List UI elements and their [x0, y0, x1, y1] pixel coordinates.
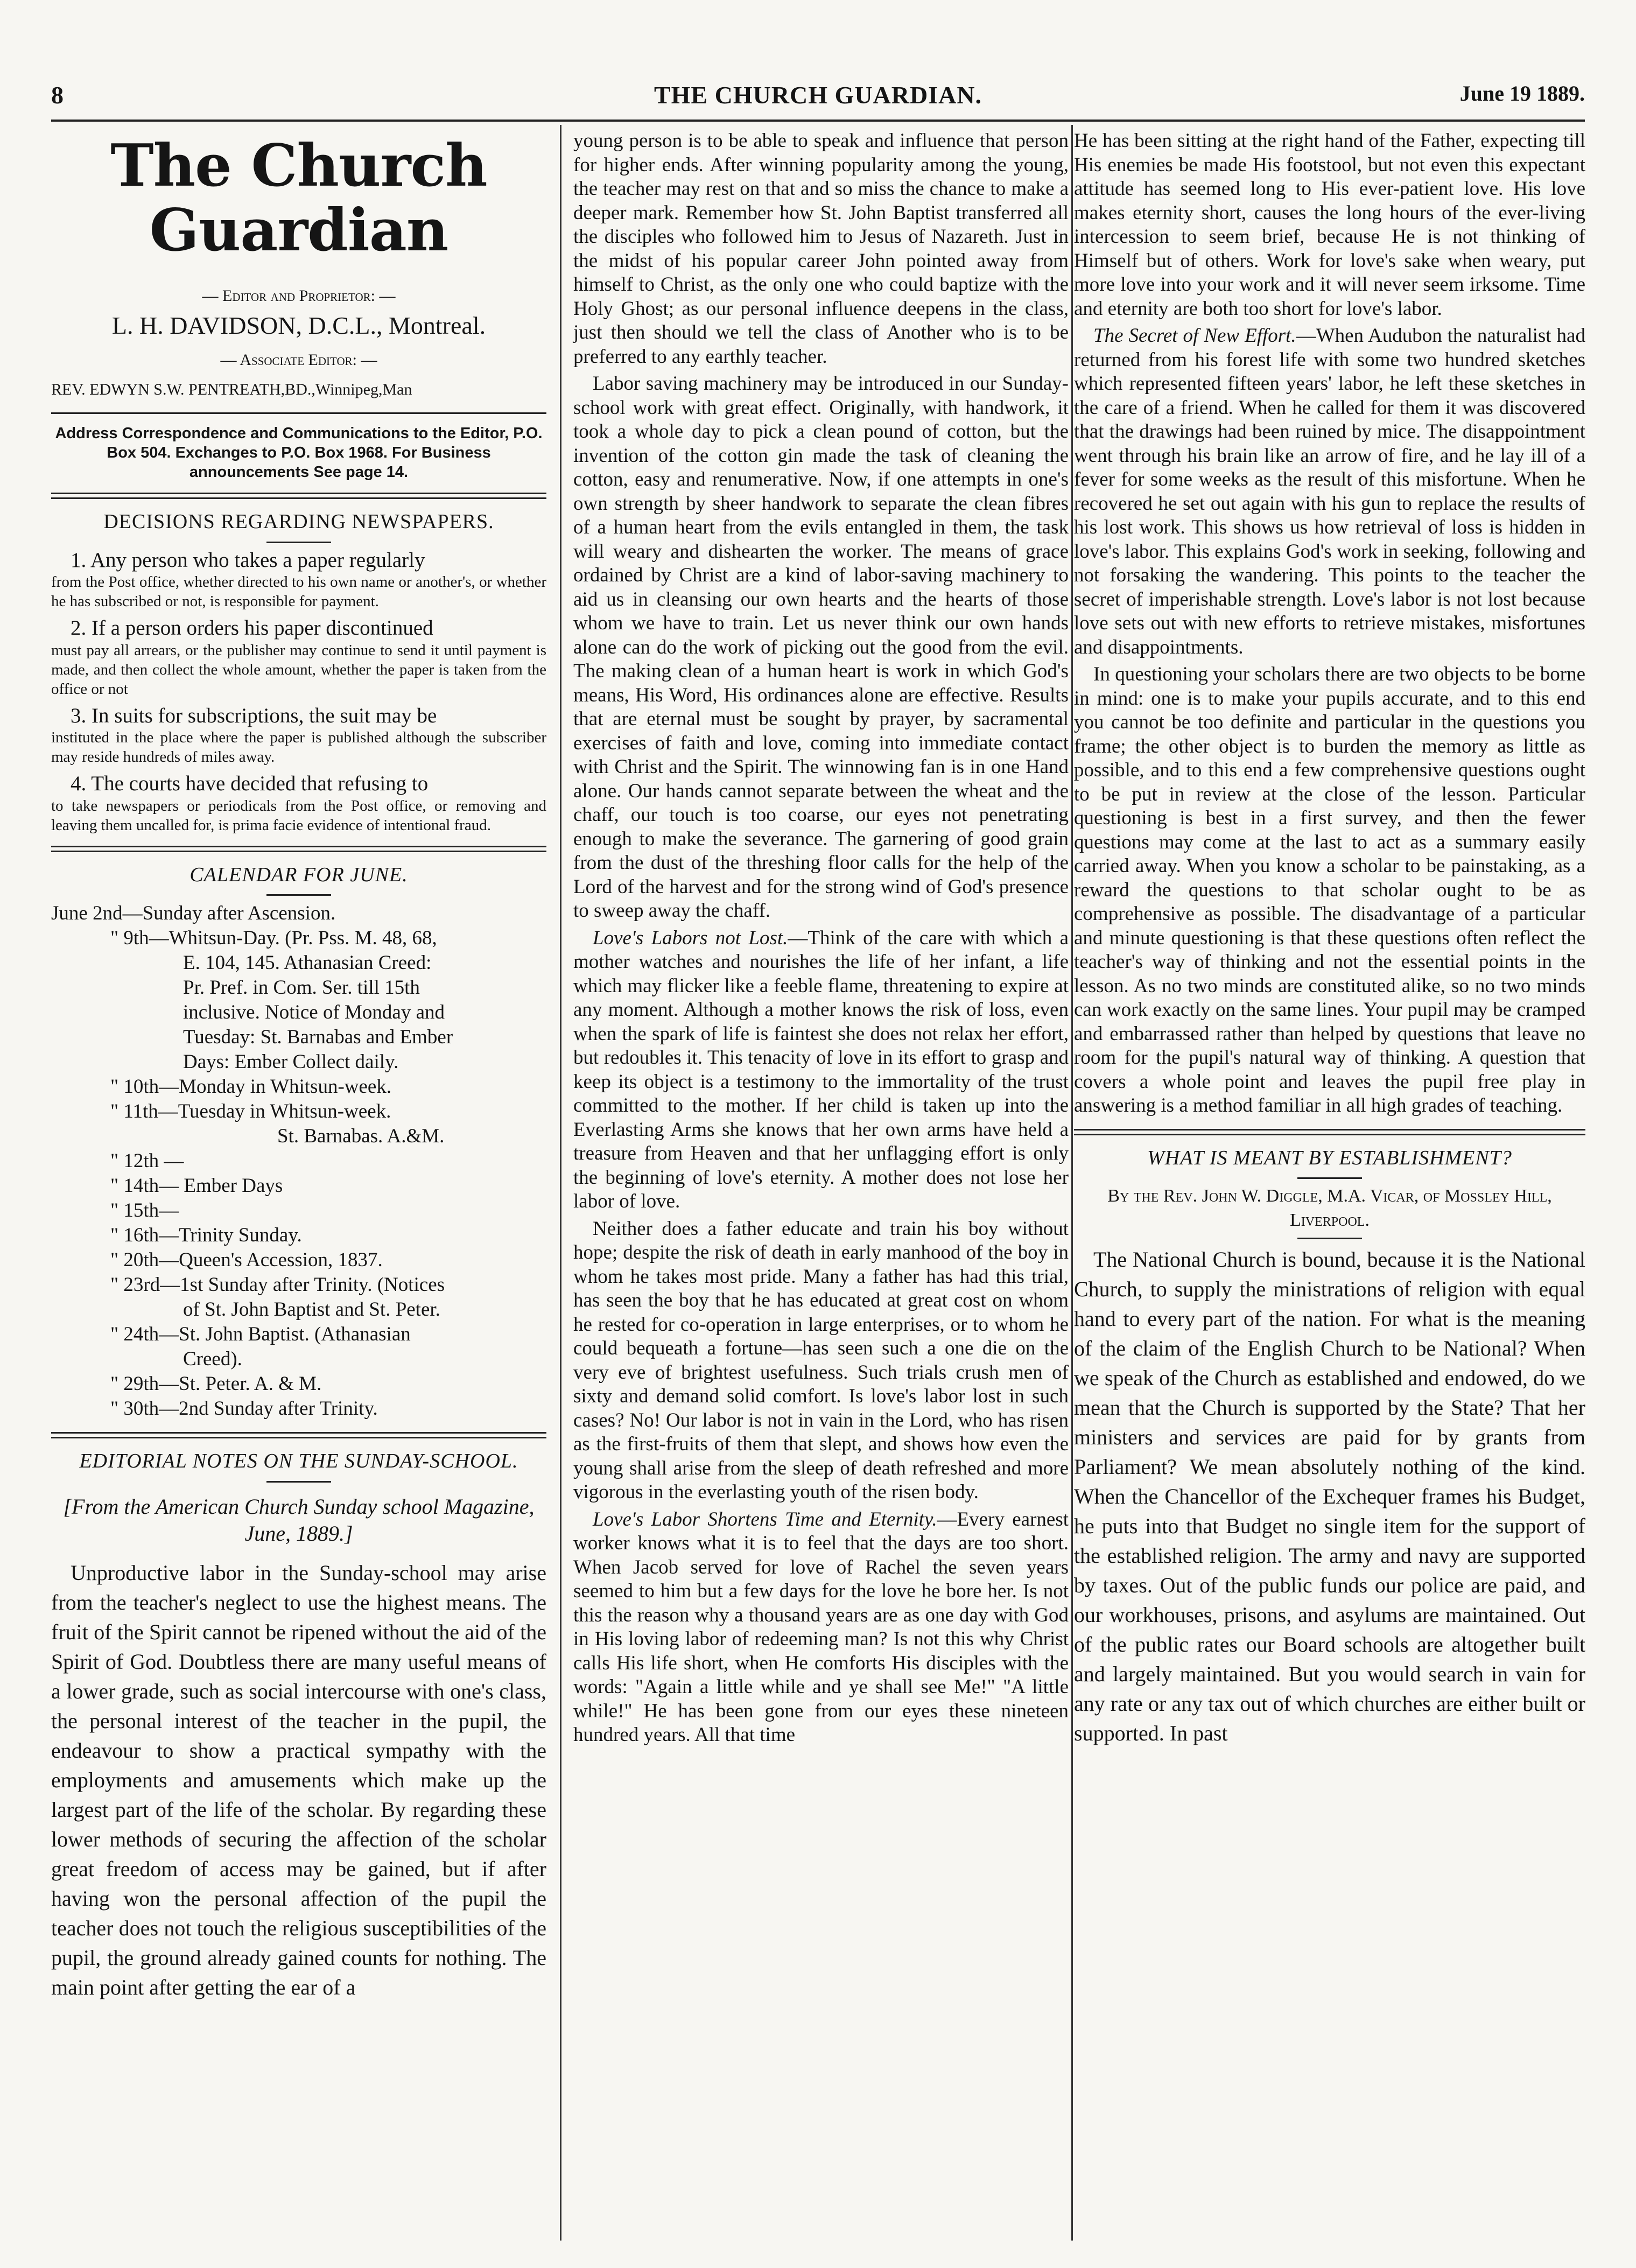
decision-text: from the Post office, whether directed to his own name or another's, or whether he has subscribed or not, is responsible for payment. — [51, 573, 546, 610]
divider — [51, 412, 546, 414]
paragraph-text: —Every earnest worker knows what it is to feel that the days are too short. When Jacob served for love of Rachel the seven years seemed to him but a few days for the love he bore her. Is not this the reason why a thousand years are as one day with God in His loving labor of redeeming man? Is not this why Christ calls His life short, when He comforts His disciples with the words: "Again a little while and ye shall see Me!" "A little while!" He has been gone from our eyes these nineteen hundred years. All that time — [573, 1508, 1069, 1746]
calendar-entry: of St. John Baptist and St. Peter. — [183, 1298, 440, 1321]
paragraph-title: Love's Labors not Lost. — [593, 926, 788, 949]
article-paragraph — [573, 926, 1069, 1214]
calendar-entry: " 23rd—1st Sunday after Trinity. (Notices — [110, 1274, 445, 1296]
calendar-entry: Creed). — [183, 1348, 242, 1370]
divider — [51, 493, 546, 499]
decision-lead: 1. Any person who takes a paper regularly — [71, 548, 425, 572]
header-rule — [51, 120, 1585, 122]
calendar-entry: E. 104, 145. Athanasian Creed: — [183, 952, 432, 974]
decision-text: must pay all arrears, or the publisher may continue to send it until payment is made, and then collect the whole amount, whether the paper is taken from the office or not — [51, 641, 546, 698]
article-paragraph: young person is to be able to speak and influence that person for higher ends. After winning popularity among the young, the teacher may rest on that and so miss the chance to make a deeper mark. Remember how St. John Baptist transferred all the disciples who followed him to Jesus of Nazareth. Just in the midst of his popular career John pointed away from himself to Christ, as the only one who could baptize with the Holy Ghost; as our personal influence deepens in the class, just then should we tell the class of Another who is to be preferred to any earthly teacher. — [573, 130, 1069, 368]
calendar-entry: " 15th— — [110, 1199, 179, 1221]
column-divider — [1071, 125, 1073, 2241]
running-head — [51, 81, 1585, 118]
decision-lead: 3. In suits for subscriptions, the suit may be — [71, 704, 437, 727]
decisions-heading: DECISIONS REGARDING NEWSPAPERS. — [103, 510, 494, 533]
calendar-entry: Tuesday: St. Barnabas and Ember — [183, 1026, 453, 1048]
calendar-heading: CALENDAR FOR JUNE. — [189, 863, 408, 886]
article-paragraph — [573, 1508, 1069, 1747]
divider — [266, 894, 331, 896]
article-byline: By the Rev. John W. Diggle, M.A. Vicar, of Mossley Hill, Liverpool. — [1107, 1186, 1552, 1230]
decision-item — [51, 704, 546, 767]
divider — [266, 542, 331, 543]
calendar-entry: " 11th—Tuesday in Whitsun-week. — [110, 1100, 391, 1122]
associate-label: — Associate Editor: — — [220, 351, 377, 369]
divider — [1074, 1129, 1585, 1135]
calendar-entry: Days: Ember Collect daily. — [183, 1051, 399, 1073]
divider — [1297, 1177, 1362, 1179]
address-notice: Address Correspondence and Communications to the Editor, P.O. Box 504. Exchanges to P.O. Box 1968. For Business announcements See page 14. — [55, 425, 543, 481]
associate-name: REV. EDWYN S.W. PENTREATH,BD.,Winnipeg,Man — [51, 380, 412, 398]
editorial-paragraph: Unproductive labor in the Sunday-school may arise from the teacher's neglect to use the highest means. The fruit of the Spirit cannot be ripened without the aid of the Spirit of God. Doubtless there are many useful means of a lower grade, such as social intercourse with one's class, the personal interest of the teacher in the pupil, the endeavour to show a practical sympathy with the employments and amusements which make up the largest part of the life of the scholar. By regarding these lower methods of securing the affection of the scholar great freedom of access may be gained, but if after having won the personal affection of the pupil the teacher does not touch the religious susceptibilities of the pupil, the ground already gained counts for nothing. The main point after getting the ear of a — [51, 1560, 546, 1999]
column-1 — [51, 129, 546, 2005]
page-number: 8 — [51, 81, 64, 109]
issue-date: June 19 1889. — [1459, 81, 1585, 106]
calendar-entry: " 29th—St. Peter. A. & M. — [110, 1373, 322, 1395]
paragraph-title: The Secret of New Effort. — [1093, 325, 1296, 347]
calendar-entry: inclusive. Notice of Monday and — [183, 1001, 445, 1023]
establishment-heading: WHAT IS MEANT BY ESTABLISHMENT? — [1147, 1146, 1512, 1169]
masthead-title: The Church Guardian — [110, 132, 487, 264]
editorial-source: [From the American Church Sunday school Magazine, June, 1889.] — [63, 1494, 535, 1546]
decision-lead: 4. The courts have decided that refusing to — [71, 772, 429, 795]
divider — [51, 846, 546, 852]
calendar-entry: Pr. Pref. in Com. Ser. till 15th — [183, 977, 420, 999]
article-paragraph: Neither does a father educate and train his boy without hope; despite the risk of death in early manhood of the boy in whom he takes most pride. Many a father has had this trial, has seen the boy that he has educated at great cost on whom he rested for co-operation in large enterprises, or to whom he could bequeath a fortune—has seen such a one die on the very eve of brightest usefulness. Such trials crush men of sixty and demand solid comfort. Is love's labor lost in such cases? No! Our labor is not in vain in the Lord, who has risen as the first-fruits of them that slept, and shows how even the young shall arise from the sleep of death refreshed and more vigorous in the everlasting youth of the risen body. — [573, 1217, 1069, 1503]
calendar-entry: " 12th — — [110, 1150, 184, 1172]
decision-item — [51, 616, 546, 699]
article-paragraph — [1074, 324, 1585, 659]
calendar-entry: June 2nd—Sunday after Ascension. — [51, 902, 336, 924]
calendar-entry: " 24th—St. John Baptist. (Athanasian — [110, 1323, 411, 1345]
decision-lead: 2. If a person orders his paper discontinued — [71, 616, 433, 640]
paragraph-title: Love's Labor Shortens Time and Eternity. — [593, 1508, 937, 1530]
column-3 — [1074, 129, 1585, 1751]
calendar-list — [51, 901, 546, 1421]
decision-item — [51, 772, 546, 835]
column-2 — [573, 129, 1069, 1751]
paragraph-text: —Think of the care with which a mother watches and nourishes the life of her infant, a life which may flicker like a feeble flame, threatening to expire at any moment. Although a mother knows the risk of loss, even when the spark of life is faintest she does not relax her effort, but redoubles it. This tenacity of love in its effort to grasp and keep its object is a testimony to the immortality of the trust committed to the mother. If her child is taken up into the Everlasting Arms she knows that her own arms have held a treasure from Heaven and that her unflagging effort is only the beginning of love's eternity. A mother does not lose her labor of love. — [573, 926, 1069, 1212]
article-paragraph: He has been sitting at the right hand of the Father, expecting till His enemies be made His footstool, but not even this expectant attitude has seemed long to His ever-patient love. His love makes eternity short, causes the long hours of the ever-living intercession to seem brief, because He is not thinking of Himself but of others. Work for love's sake when weary, put more love into your work and it will never seem irksome. Time and eternity are both too short for love's labor. — [1074, 130, 1585, 320]
calendar-entry: " 10th—Monday in Whitsun-week. — [110, 1076, 392, 1098]
decision-text: to take newspapers or periodicals from the Post office, or removing and leaving them uncalled for, is prima facie evidence of intentional fraud. — [51, 797, 546, 834]
article-paragraph: Labor saving machinery may be introduced in our Sunday-school work with great effect. Originally, with handwork, it took a whole day to pick a clean pound of cotton, but the invention of the cotton gin made the task of cleaning the cotton, easy and renumerative. Now, if one attempts in one's own strength by sheer handwork to separate the clean fibres of a human heart from the evils entangled in them, the task will weary and dishearten the worker. The means of grace ordained by Christ are a kind of labor-saving machinery to aid us in cleansing our own hearts and the hearts of those whom we have to train. Let us never think our own hands alone can do the work of picking out the good from the evil. The making clean of a human heart is work in which God's means, His Word, His ordinances alone are effective. Results that are eternal must be sought by prayer, by sacramental exercises of faith and love, coming into immediate contact with Christ and the Spirit. The winnowing fan is in one Hand alone. Our hands cannot separate between the wheat and the chaff, our touch is too coarse, our eyes not penetrating enough to make the severance. The garnering of good grain from the dust of the threshing floor calls for the help of the Lord of the harvest and for the strong wind of God's presence to sweep away the chaff. — [573, 373, 1069, 922]
divider — [51, 1432, 546, 1438]
calendar-entry: St. Barnabas. A.&M. — [277, 1125, 445, 1147]
calendar-entry: " 30th—2nd Sunday after Trinity. — [110, 1398, 378, 1420]
newspaper-title: THE CHURCH GUARDIAN. — [654, 81, 982, 109]
article-paragraph: The National Church is bound, because it is the National Church, to supply the ministrations of religion with equal hand to every part of the nation. For what is the meaning of the claim of the English Church to be National? When we speak of the Church as established and endowed, do we mean that the Church is supported by the State? That her ministers and services are paid for by grants from Parliament? We mean absolutely nothing of the kind. When the Chancellor of the Exchequer frames his Budget, he puts into that Budget no single item for the support of the established religion. The army and navy are supported by taxes. Out of the public funds our police are paid, and our workhouses, prisons, and asylums are maintained. Out of the public rates our Board schools are altogether built and largely maintained. But you would search in vain for any rate or any tax out of which churches are either built or supported. In past — [1074, 1247, 1585, 1745]
divider — [1297, 1238, 1362, 1239]
calendar-entry: " 14th— Ember Days — [110, 1175, 283, 1197]
paragraph-text: —When Audubon the naturalist had returned from his forest life with some two hundred sketches which represented fifteen years' labor, he left these sketches in the care of a friend. When he called for them it was discovered that the drawings had been ruined by mice. The disappointment went through his brain like an arrow of fire, and he lay ill of a fever for some weeks as the result of this misfortune. When he recovered he set out again with his gun to replace the results of his lost work. This shows us how retrieval of loss is hidden in love's labor. This explains God's work in seeking, following and not forsaking the wandering. This points to the teacher the secret of imperishable strength. Love's labor is not lost because love sets out with new efforts to retrieve mistakes, misfortunes and disappointments. — [1074, 325, 1585, 658]
calendar-entry: " 9th—Whitsun-Day. (Pr. Pss. M. 48, 68, — [110, 927, 437, 949]
divider — [266, 1481, 331, 1483]
editorial-heading: EDITORIAL NOTES ON THE SUNDAY-SCHOOL. — [79, 1450, 518, 1472]
article-paragraph: In questioning your scholars there are two objects to be borne in mind: one is to make your pupils accurate, and to this end you cannot be too definite and particular in the questions you frame; the other object is to burden the memory as little as possible, and to this end a few comprehensive questions ought to be put in review at the close of the lesson. Particular questioning is best in a first survey, and then the fewer questions may come at the last to act as a summary easily carried away. When you know a scholar to be painstaking, as a reward the questions to that scholar ought to be as comprehensive as possible. The disadvantage of a particular and minute questioning is that these questions often reflect the teacher's way of thinking and not the essential points in the lesson. As no two minds are constituted alike, so no two minds can work exactly on the same lines. Your pupil may be cramped and embarrassed rather than helped by questions that leave no room for the pupil's natural way of thinking. A question that covers a whole point and leaves the pupil free play in answering is a method familiar in all high grades of teaching. — [1074, 663, 1585, 1117]
calendar-entry: " 16th—Trinity Sunday. — [110, 1224, 302, 1246]
column-divider — [560, 125, 561, 2241]
decision-item — [51, 549, 546, 612]
editor-name: L. H. DAVIDSON, D.C.L., Montreal. — [111, 311, 486, 339]
decision-text: instituted in the place where the paper is published although the subscriber may reside hundreds of miles away. — [51, 729, 546, 766]
calendar-entry: " 20th—Queen's Accession, 1837. — [110, 1249, 383, 1271]
editor-label: — Editor and Proprietor: — — [202, 287, 396, 305]
